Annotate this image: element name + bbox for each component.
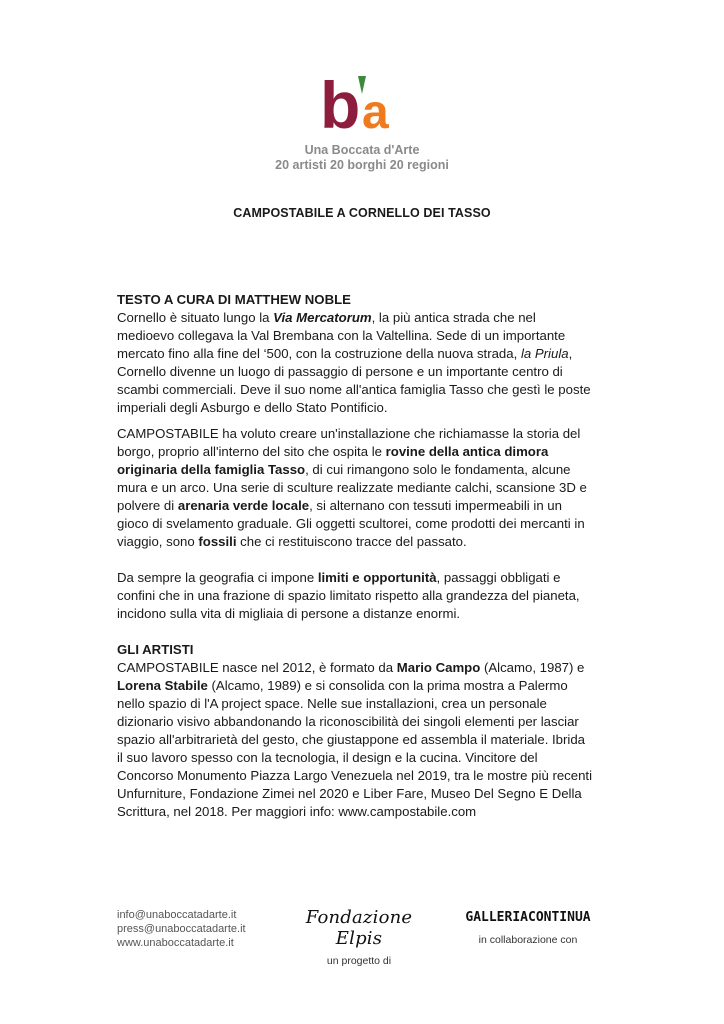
boccata-logo-icon <box>320 70 404 134</box>
text-run: che ci restituiscono tracce del passato. <box>236 534 467 549</box>
text-run: CAMPOSTABILE ha voluto creare un'installazione che richiamasse la storia del borgo, proprio all'interno del sito che ospita le <box>117 426 581 459</box>
fondazione-elpis-logo: Fondazione Elpis <box>305 907 413 949</box>
text-run: , passaggi obbligati e confini che in una frazione di spazio limitato rispetto alla grandezza del pianeta, incidono sulla vita di migliaia di persone a distanze enormi. <box>117 570 580 621</box>
section-heading-artists: GLI ARTISTI <box>117 642 194 657</box>
logo-letter-b: b <box>320 70 361 134</box>
paragraph-artists <box>117 659 593 821</box>
tagline: Una Boccata d'Arte <box>304 143 420 157</box>
bold-text: arenaria verde locale <box>177 498 310 513</box>
document-body <box>117 291 593 821</box>
email-press-link[interactable]: press@unaboccatadarte.it <box>117 923 246 935</box>
footer-contacts <box>117 908 246 950</box>
paragraph-geography <box>117 569 593 623</box>
tagline-subtitle: 20 artisti 20 borghi 20 regioni <box>275 158 449 172</box>
website-link[interactable]: www.unaboccatadarte.it <box>117 937 234 949</box>
text-run: Da sempre la geografia ci impone <box>117 570 318 585</box>
text-run: (Alcamo, 1989) e si consolida con la prima mostra a Palermo nello spazio di l'A project space. Nelle sue installazioni, crea un personale dizionario visivo abbandonando la riconoscibilità dei singoli elementi per lasciar spazio all'arbitrarietà del gesto, che giustappone ed assembla il materiale. Ibrida il suo lavoro spesso con la tecnologia, il design e la cucina. Vincitore del Concorso Monumento Piazza Largo Venezuela nel 2019, tra le mostre più recenti Unfurniture, Fondazione Zimei nel 2020 e Liber Fare, Museo Del Segno E Della Scrittura, nel 2018. Per maggiori info: www.campostabile.com <box>117 678 593 819</box>
fondazione-elpis-block <box>290 907 428 967</box>
section-heading-text: TESTO A CURA DI MATTHEW NOBLE <box>117 292 351 307</box>
bold-text: limiti e opportunità <box>317 570 437 585</box>
brand-logo <box>320 70 404 134</box>
text-run: Cornello è situato lungo la <box>117 310 274 325</box>
emphasis-text: Via Mercatorum <box>273 310 372 325</box>
email-info-link[interactable]: info@unaboccatadarte.it <box>117 909 237 921</box>
text-run: , si alternano con tessuti impermeabili in un gioco di svelamento graduale. Gli oggetti scultorei, come prodotti dei mercanti in viaggio, sono <box>117 498 585 549</box>
text-run: , la più antica strada che nel medioevo collegava la Val Brembana con la Valtellina. Sede di un importante mercato fino alla fine del ‘500, con la costruzione della nuova strada, <box>117 310 566 361</box>
emphasis-text: la Priula <box>520 346 569 361</box>
logo-letter-a: a <box>362 86 389 134</box>
bold-text: rovine della antica dimora originaria della famiglia Tasso <box>117 444 549 477</box>
galleria-continua-block <box>462 910 594 946</box>
bold-text: Mario Campo <box>396 660 481 675</box>
galleria-caption: in collaborazione con <box>478 934 578 946</box>
galleria-continua-logo: GALLERIACONTINUA <box>465 910 591 925</box>
text-run: (Alcamo, 1987) e <box>480 660 585 675</box>
text-run: , di cui rimangono solo le fondamenta, alcune mura e un arco. Una serie di sculture realizzate mediante calchi, scansione 3D e polvere di <box>117 462 587 513</box>
text-run: , Cornello divenne un luogo di passaggio di persone e un importante centro di scambi commerciali. Deve il suo nome all'antica famiglia Tasso che gestì le poste imperiali degli Asburgo e dello Stato Pontificio. <box>117 346 591 415</box>
document-title: CAMPOSTABILE A CORNELLO DEI TASSO <box>233 206 491 220</box>
elpis-caption: un progetto di <box>326 955 392 967</box>
bold-text: fossili <box>198 534 237 549</box>
text-run: CAMPOSTABILE nasce nel 2012, è formato da <box>117 660 397 675</box>
bold-text: Lorena Stabile <box>117 678 208 693</box>
paragraph-installation <box>117 425 593 551</box>
paragraph-cornello <box>117 309 593 417</box>
